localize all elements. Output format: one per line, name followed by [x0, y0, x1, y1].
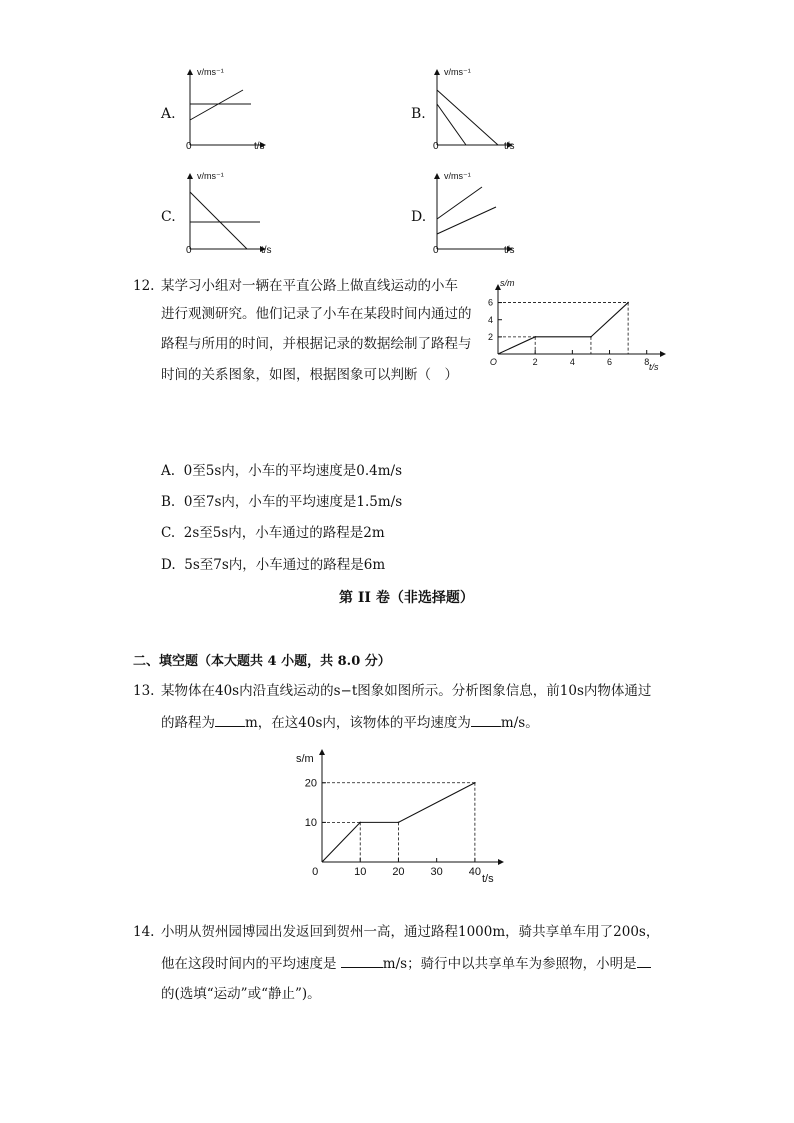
origin-label: 0 [433, 141, 439, 152]
data-point [534, 336, 536, 338]
text-segment: m/s。 [500, 715, 539, 731]
y-tick-label: 20 [304, 777, 317, 790]
origin-label: 0 [186, 245, 192, 256]
data-point [590, 336, 592, 338]
option-text: 0至7s内，小车的平均速度是1.5m/s [183, 494, 403, 510]
text-segment: m，在这40s内，该物体的平均速度为 [245, 715, 471, 731]
option-text: 5s至7s内，小车通过的路程是6m [184, 557, 386, 573]
question-text-line: 路程与所用的时间，并根据记录的数据绘制了路程与 [161, 336, 472, 352]
text-segment: 的路程为 [161, 715, 215, 731]
q11-graph-a [185, 70, 285, 160]
graph-line-gentle [437, 207, 496, 234]
option-letter: D. [411, 209, 427, 225]
x-tick-label: 20 [392, 866, 405, 878]
q11-graph-b [432, 70, 532, 160]
data-line [498, 303, 628, 354]
axis-x-label: t/s [254, 141, 265, 152]
option-letter: A. [161, 463, 176, 479]
axis-x-label: t/s [261, 245, 272, 256]
x-tick-label: 30 [430, 866, 443, 878]
answer-blank-1[interactable] [341, 953, 383, 968]
origin-label: 0 [186, 141, 192, 152]
x-tick-label: 2 [532, 357, 538, 367]
x-tick-label: 40 [468, 866, 482, 878]
question-text-line: 进行观测研究。他们记录了小车在某段时间内通过的 [161, 306, 472, 322]
data-point [627, 302, 629, 304]
question-number: 13. [133, 683, 155, 699]
data-point [359, 822, 361, 824]
option-letter: D. [161, 557, 176, 573]
axis-x-label: t/s [504, 141, 515, 152]
y-tick-label: 4 [487, 314, 493, 325]
question-text-line: 某物体在40s内沿直线运动的s−t图象如图所示。分析图象信息，前10s内物体通过 [161, 683, 652, 699]
q11-graph-d [432, 174, 532, 264]
question-text-line: 小明从贺州园博园出发返回到贺州一高，通过路程1000m，骑共享单车用了200s， [161, 924, 660, 940]
question-number: 12. [133, 278, 155, 294]
question-text-line: 某学习小组对一辆在平直公路上做直线运动的小车 [161, 278, 458, 294]
axis-y-label: v/ms⁻¹ [444, 67, 471, 77]
answer-blank-2[interactable] [637, 953, 651, 968]
option-letter: C. [161, 525, 176, 541]
origin-label: 0 [433, 245, 439, 256]
question-text-line: 时间的关系图象，如图，根据图象可以判断（ ） [161, 367, 458, 383]
axis-y-label: v/ms⁻¹ [197, 171, 224, 181]
option-a[interactable] [161, 461, 402, 481]
option-letter: C. [161, 209, 176, 225]
x-axis-arrow [498, 859, 504, 865]
axis-y-label: v/ms⁻¹ [197, 67, 224, 77]
option-letter: B. [411, 106, 426, 122]
x-axis-arrow [660, 351, 666, 357]
question-text-line [161, 712, 539, 733]
origin-label: O [489, 357, 497, 367]
y-tick-label: 6 [487, 297, 493, 308]
origin-label: 0 [312, 866, 319, 878]
x-axis-label: t/s [482, 873, 494, 885]
option-letter: B. [161, 494, 176, 510]
axis-x-label: t/s [504, 245, 515, 256]
x-tick-label: 4 [569, 357, 575, 367]
option-b[interactable] [161, 492, 402, 512]
axis-y-label: v/ms⁻¹ [444, 171, 471, 181]
answer-blank-2[interactable] [471, 712, 501, 727]
text-segment: 他在这段时间内的平均速度是 [161, 956, 337, 972]
x-tick-label: 8 [644, 357, 650, 367]
y-axis-label: s/m [296, 753, 314, 765]
graph-line-decrease [190, 192, 247, 249]
graph-line-steep [437, 187, 482, 219]
option-text: 0至5s内，小车的平均速度是0.4m/s [183, 463, 402, 479]
y-axis-label: s/m [500, 278, 515, 288]
option-d[interactable] [161, 555, 385, 575]
data-point [474, 782, 476, 784]
question-number: 14. [133, 924, 155, 940]
data-point [398, 822, 400, 824]
q12-st-chart [478, 270, 668, 380]
y-axis-arrow [319, 749, 325, 755]
q13-st-chart [290, 735, 510, 885]
answer-blank-1[interactable] [215, 712, 245, 727]
question-text-line [161, 953, 651, 974]
section-heading: 二、填空题（本大题共 4 小题，共 8.0 分） [133, 654, 391, 669]
graph-line-rising [190, 90, 243, 120]
x-tick-label: 10 [354, 866, 367, 878]
section-title: 第 II 卷（非选择题） [339, 590, 474, 606]
y-tick-label: 10 [304, 817, 317, 830]
option-c[interactable] [161, 523, 385, 543]
question-text-line: 的(选填“运动”或“静止”)。 [161, 986, 321, 1002]
text-segment: m/s；骑行中以共享单车为参照物，小明是 [382, 956, 637, 972]
option-letter: A. [161, 106, 176, 122]
x-tick-label: 6 [607, 357, 613, 367]
x-axis-label: t/s [649, 362, 659, 372]
y-tick-label: 2 [487, 332, 493, 343]
graph-line-fast-decrease [437, 104, 466, 145]
option-text: 2s至5s内，小车通过的路程是2m [183, 525, 385, 541]
